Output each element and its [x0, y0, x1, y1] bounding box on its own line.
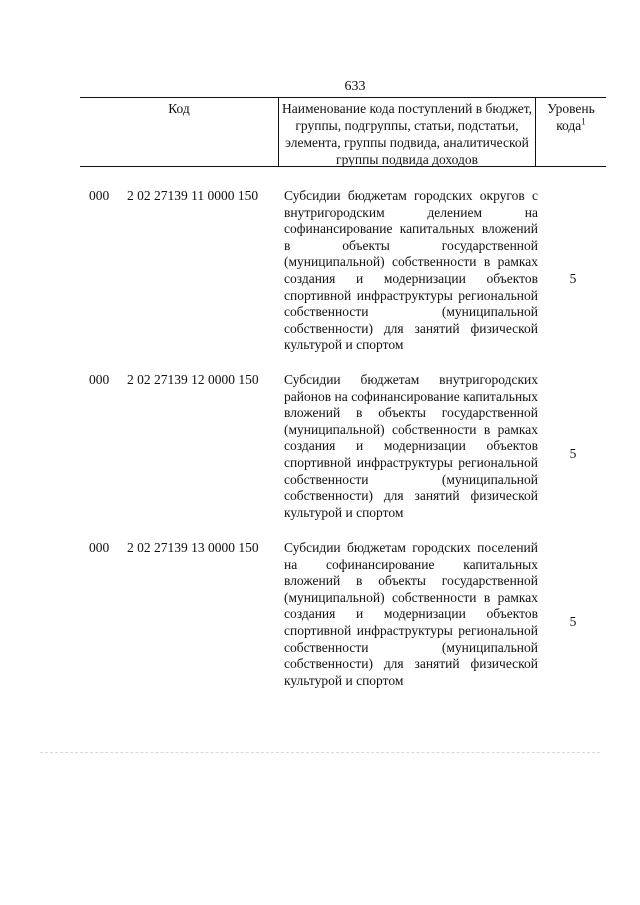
row-kbk-code: 2 02 27139 12 0000 150 — [127, 372, 259, 387]
header-level — [536, 98, 606, 166]
row-admin-code: 000 — [89, 372, 110, 387]
row-description: Субсидии бюджетам городских округов с внутригородским делением на софинансирование капитальных вложений в объекты государственной (муниципальной) собственности в рамках создания и модернизации объектов спортивной инфраструктуры региональной собственности (муниципальной собственности) для занятий физической культурой и спортом — [284, 188, 538, 353]
row-admin-code: 000 — [89, 540, 110, 555]
row-level: 5 — [569, 614, 577, 629]
header-level-footnote: 1 — [581, 116, 586, 127]
row-kbk-code: 2 02 27139 13 0000 150 — [127, 540, 259, 555]
row-kbk-code: 2 02 27139 11 0000 150 — [127, 188, 259, 203]
header-code: Код — [168, 101, 190, 116]
page-number: 633 — [344, 79, 366, 94]
header-level-label: Уровень кода — [547, 101, 595, 133]
row-description: Субсидии бюджетам городских поселений на софинансирование капитальных вложений в объекты государственной (муниципальной) собственности в рамках создания и модернизации объектов спортивной инфраструктуры региональной собственности (муниципальной собственности) для занятий физической культурой и спортом — [284, 540, 538, 688]
row-description: Субсидии бюджетам внутригородских районов на софинансирование капитальных вложений в объекты государственной (муниципальной) собственности в рамках создания и модернизации объектов спортивной инфраструктуры региональной собственности (муниципальной собственности) для занятий физической культурой и спортом — [284, 372, 538, 520]
header-name: Наименование кода поступлений в бюджет, группы, подгруппы, статьи, подстатьи, элемента, группы подвида, аналитической группы подвида доходов — [278, 98, 536, 166]
table-header — [80, 97, 606, 167]
scan-artifact-line — [40, 752, 600, 754]
row-admin-code: 000 — [89, 188, 110, 203]
row-level: 5 — [569, 446, 577, 461]
row-level: 5 — [569, 271, 577, 286]
